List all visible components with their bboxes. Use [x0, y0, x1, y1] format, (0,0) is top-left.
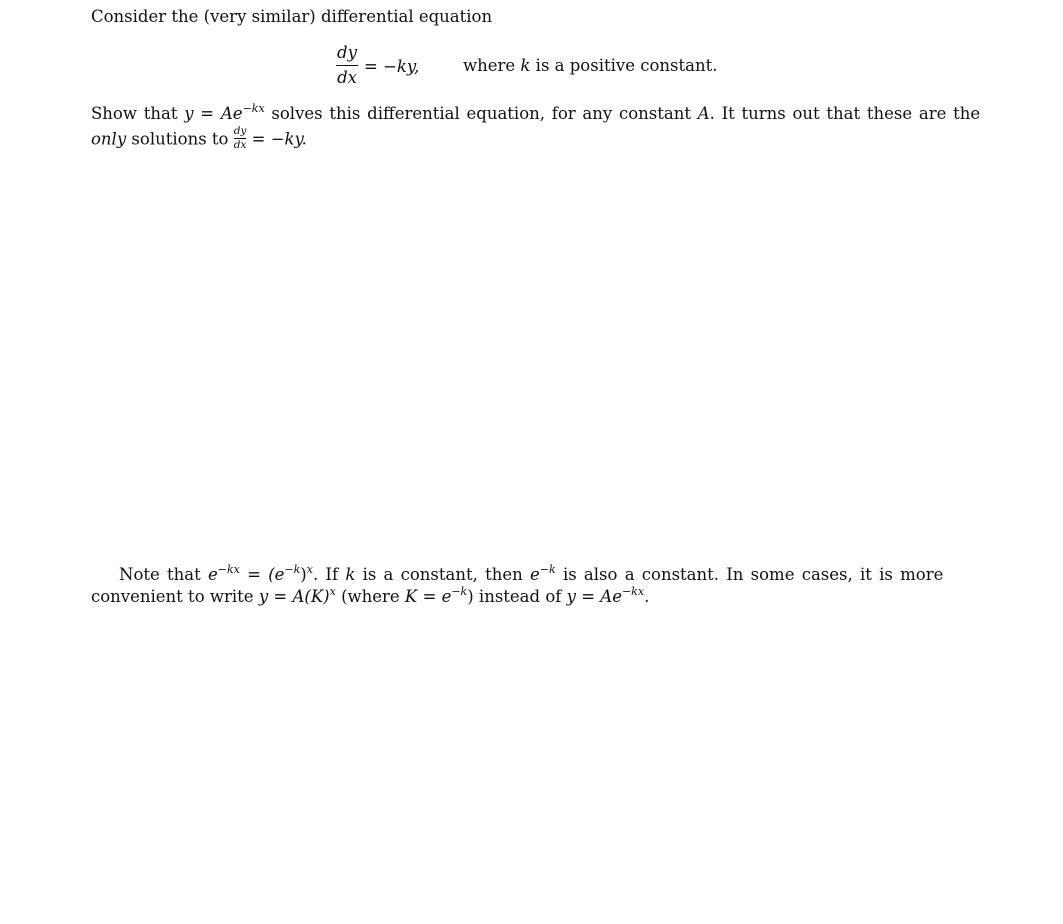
- show-l1-b: solves this differential equation, for any constant: [271, 104, 691, 123]
- inline-fraction-denominator: dx: [233, 138, 247, 151]
- note-l2-eq2: =: [422, 587, 437, 606]
- note-l1-e1: e: [208, 565, 218, 584]
- note-l2-c: ) instead of: [467, 587, 562, 606]
- note-l1-a: Note that: [119, 565, 201, 584]
- show-l2-a: solutions to: [131, 129, 229, 149]
- note-l2-exp1: x: [329, 585, 336, 598]
- note-paragraph-line-2: [91, 585, 650, 606]
- show-paragraph-line-1: [91, 102, 981, 123]
- note-l2-eq3: =: [581, 587, 596, 606]
- condition-suffix: is a positive constant.: [535, 56, 718, 75]
- note-l1-exp4: −k: [539, 563, 556, 576]
- note-l1-c: is a constant, then: [362, 565, 523, 584]
- show-l1-Ae: Ae: [220, 104, 243, 123]
- display-equation-condition: [463, 58, 717, 75]
- note-l2-exp2: −k: [451, 585, 468, 598]
- show-l1-c: . It turns out that these are the: [709, 104, 981, 123]
- inline-fraction: [234, 126, 247, 150]
- note-l2-Ae: Ae: [600, 587, 622, 606]
- note-l1-exp1: −kx: [217, 563, 240, 576]
- show-l1-exp: −kx: [242, 102, 265, 115]
- show-l1-eq: =: [200, 104, 215, 123]
- note-l2-y2: y: [566, 587, 576, 606]
- note-l1-eq: =: [247, 565, 261, 584]
- fraction-denominator: dx: [337, 67, 357, 87]
- note-l2-end: .: [644, 587, 650, 606]
- note-l2-exp3: −kx: [621, 585, 645, 598]
- note-l2-y: y: [258, 587, 269, 606]
- show-l2-only: only: [91, 129, 127, 149]
- intro-text: Consider the (very similar) differential equation: [91, 7, 493, 26]
- show-l1-y: y: [184, 104, 194, 123]
- note-paragraph-line-1: [119, 563, 944, 584]
- note-l1-e2: e: [530, 565, 540, 584]
- note-l2-eq: =: [273, 587, 288, 606]
- note-l2-AK: A(K): [292, 587, 330, 606]
- inline-fraction-numerator: dy: [233, 125, 247, 137]
- fraction-bar: [336, 65, 358, 66]
- show-l2-rhs: = −ky.: [251, 129, 307, 149]
- display-fraction: [336, 45, 358, 86]
- note-l2-K: K: [404, 587, 418, 606]
- note-l1-close: ): [300, 565, 307, 584]
- note-l1-paren: (e: [268, 565, 285, 584]
- display-equation-rhs: = −ky,: [364, 57, 420, 76]
- note-l1-b: . If: [312, 565, 339, 584]
- note-l1-exp3: x: [306, 563, 313, 576]
- show-l1-a: Show that: [91, 104, 178, 123]
- note-l2-e: e: [441, 587, 452, 606]
- fraction-numerator: dy: [337, 43, 357, 62]
- show-paragraph-line-2: [91, 125, 307, 152]
- note-l1-k: k: [345, 565, 356, 584]
- show-l1-A: A: [697, 104, 710, 123]
- note-l1-d: is also a constant. In some cases, it is more: [562, 565, 944, 584]
- note-l2-b: (where: [341, 587, 400, 606]
- note-l2-a: convenient to write: [91, 587, 254, 606]
- condition-var: k: [520, 56, 531, 75]
- note-l1-exp2: −k: [284, 563, 301, 576]
- condition-prefix: where: [463, 56, 516, 75]
